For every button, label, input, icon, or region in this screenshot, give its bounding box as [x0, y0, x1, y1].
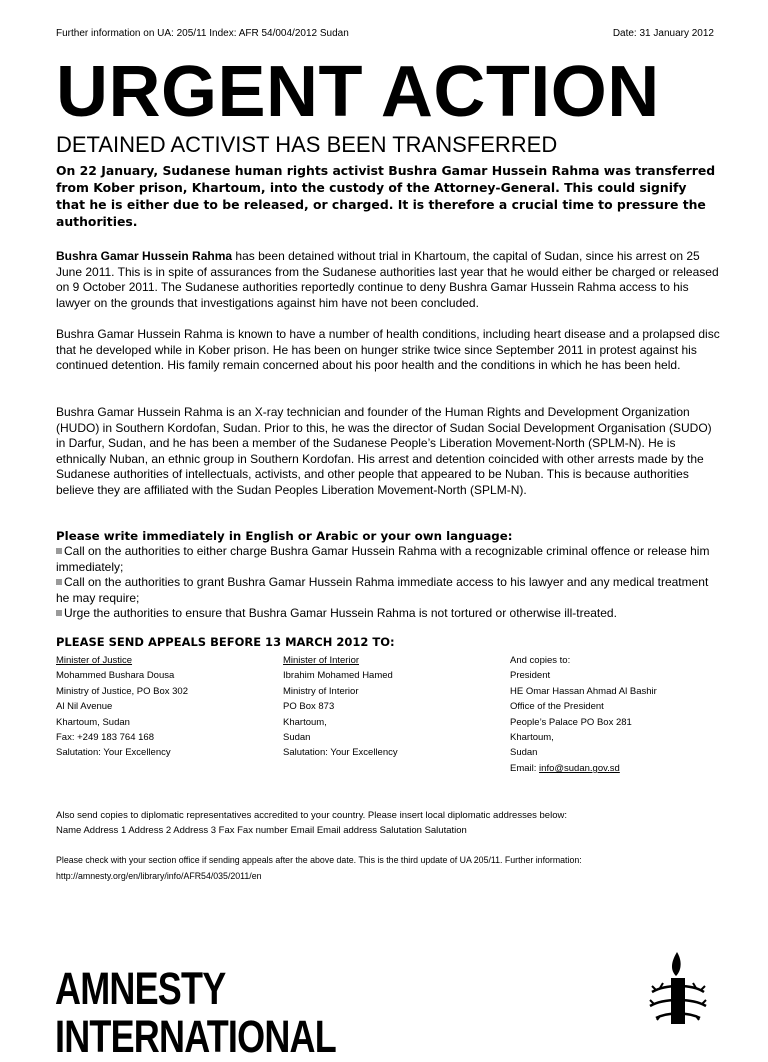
action-item	[56, 575, 720, 606]
address-title: Minister of Interior	[283, 655, 360, 666]
action-item-text: Call on the authorities to grant Bushra Gamar Hussein Rahma immediate access to his lawyer and any medical treatment he may require;	[56, 575, 709, 605]
address-line: Ministry of Interior	[283, 685, 359, 697]
action-item	[56, 606, 720, 622]
address-copies	[510, 653, 657, 776]
address-line: Office of the President	[510, 701, 604, 713]
paragraph-3: Bushra Gamar Hussein Rahma is an X-ray technician and founder of the Human Rights and Development Organization (HUDO) in Southern Kordofan, Sudan. Prior to this, he was the director of Sudan Social Development Organisation (SUDO) in Darfur, Sudan, and he has been a member of the Sudanese People’s Liberation Movement-North (SPLM-N). He is ethnically Nuban, an ethnic group in Southern Kordofan. His arrest and detention coincided with other arrests made by the Sudanese authorities of intellectuals, activists, and other people that appeared to be Nuban. This is because authorities believe they are affiliated with the Sudan Peoples Liberation Movement-North (SPLM-N).	[56, 405, 712, 497]
square-bullet-icon	[56, 548, 62, 554]
further-info-text: Please check with your section office if sending appeals after the above date. This is the third update of UA 205/11. Further information:	[56, 855, 582, 865]
square-bullet-icon	[56, 610, 62, 616]
address-line: Ministry of Justice, PO Box 302	[56, 685, 188, 697]
address-minister-interior	[283, 653, 398, 761]
address-title: Minister of Justice	[56, 655, 133, 666]
further-info	[56, 853, 736, 884]
header-index: Further information on UA: 205/11 Index: AFR 54/004/2012 Sudan	[56, 28, 349, 39]
page-title: URGENT ACTION	[56, 52, 660, 132]
address-line: President	[510, 670, 551, 682]
lead-paragraph: On 22 January, Sudanese human rights activist Bushra Gamar Hussein Rahma was transferred from Kober prison, Khartoum, into the custody of the Attorney-General. This could signify that he is either due to be released, or charged. It is therefore a crucial time to pressure the authorities.	[56, 163, 716, 229]
page-subtitle: DETAINED ACTIVIST HAS BEEN TRANSFERRED	[56, 132, 558, 157]
write-heading: Please write immediately in English or Arabic or your own language:	[56, 529, 513, 543]
address-title: And copies to:	[510, 655, 571, 666]
candle-barbed-wire-icon	[646, 948, 710, 1024]
email-link[interactable]: info@sudan.gov.sd	[539, 762, 620, 774]
diplomatic-address-fields: Name Address 1 Address 2 Address 3 Fax Fax number Email Email address Salutation Salutation	[56, 825, 467, 836]
address-line: Sudan	[510, 747, 538, 759]
further-info-url[interactable]: http://amnesty.org/en/library/info/AFR54/035/2011/en	[56, 870, 262, 881]
address-line: Salutation: Your Excellency	[283, 747, 398, 759]
diplomatic-note	[56, 808, 567, 838]
address-line: Sudan	[283, 732, 311, 744]
address-line: People’s Palace PO Box 281	[510, 716, 632, 728]
action-item	[56, 544, 720, 575]
email-line	[510, 761, 657, 776]
paragraph-1	[56, 249, 720, 311]
address-line: Al Nil Avenue	[56, 701, 113, 713]
diplomatic-note-text: Also send copies to diplomatic representatives accredited to your country. Please insert local diplomatic addresses below:	[56, 810, 567, 821]
address-line: Salutation: Your Excellency	[56, 747, 171, 759]
address-line: Khartoum,	[510, 732, 554, 744]
paragraph-1-text: has been detained without trial in Khartoum, the capital of Sudan, since his arrest on 25 June 2011. This is in spite of assurances from the Sudanese authorities last year that he would either be charged or released on 9 October 2011. The Sudanese authorities reportedly continue to deny Bushra Gamar Hussein Rahma access to his lawyer on the grounds that investigations against him have not been concluded.	[56, 249, 719, 310]
action-item-text: Urge the authorities to ensure that Bushra Gamar Hussein Rahma is not tortured or otherwise ill-treated.	[64, 606, 617, 620]
address-line: Khartoum,	[283, 716, 327, 728]
logo-amnesty: AMNESTY	[55, 963, 226, 1014]
address-line: Mohammed Bushara Dousa	[56, 670, 175, 682]
email-label: Email:	[510, 762, 540, 774]
appeals-heading: PLEASE SEND APPEALS BEFORE 13 MARCH 2012 TO:	[56, 635, 395, 649]
address-minister-justice	[56, 653, 188, 761]
action-list	[56, 544, 720, 622]
paragraph-2: Bushra Gamar Hussein Rahma is known to have a number of health conditions, including heart disease and a prolapsed disc that he developed while in Kober prison. He has been on hunger strike twice since September 2011 in protest against his continued detention. His family remain concerned about his poor health and the conditions in which he has been held.	[56, 327, 720, 372]
address-line: Khartoum, Sudan	[56, 716, 130, 728]
header-date: Date: 31 January 2012	[612, 28, 714, 39]
logo-international: INTERNATIONAL	[55, 1011, 336, 1062]
address-line: HE Omar Hassan Ahmad Al Bashir	[510, 685, 657, 697]
address-line: Fax: +249 183 764 168	[56, 732, 154, 744]
address-line: PO Box 873	[283, 701, 335, 713]
paragraph-1-name: Bushra Gamar Hussein Rahma	[56, 249, 233, 263]
square-bullet-icon	[56, 579, 62, 585]
action-item-text: Call on the authorities to either charge Bushra Gamar Hussein Rahma with a recognizable criminal offence or release him immediately;	[56, 544, 710, 574]
address-line: Ibrahim Mohamed Hamed	[283, 670, 393, 682]
